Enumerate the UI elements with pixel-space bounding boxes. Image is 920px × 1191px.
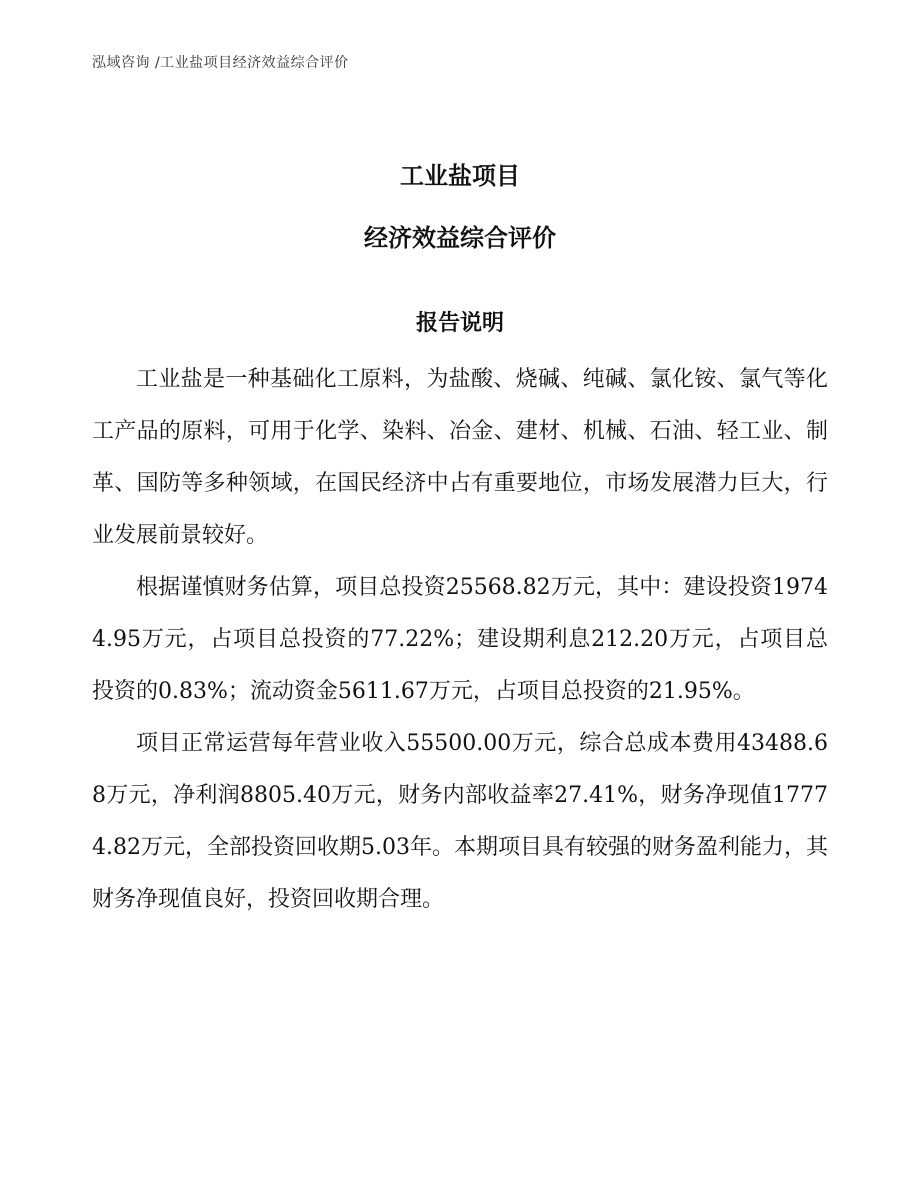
section-heading: 报告说明 (415, 311, 504, 336)
document-title-line-1: 工业盐项目 (400, 162, 520, 190)
document-title-line-2: 经济效益综合评价 (364, 224, 556, 252)
document-body (92, 354, 828, 926)
paragraph-investment: 根据谨慎财务估算，项目总投资25568.82万元，其中：建设投资19744.95万元，占项目总投资的77.22%；建设期利息212.20万元，占项目总投资的0.83%；流动资金5611.67万元，占项目总投资的21.95%。 (92, 575, 828, 704)
paragraph-intro: 工业盐是一种基础化工原料，为盐酸、烧碱、纯碱、氯化铵、氯气等化工产品的原料，可用于化学、染料、冶金、建材、机械、石油、轻工业、制革、国防等多种领域，在国民经济中占有重要地位，市场发展潜力巨大，行业发展前景较好。 (92, 367, 828, 548)
running-header: 泓域咨询 /工业盐项目经济效益综合评价 (92, 55, 349, 71)
paragraph-operations: 项目正常运营每年营业收入55500.00万元，综合总成本费用43488.68万元，净利润8805.40万元，财务内部收益率27.41%，财务净现值17774.82万元，全部投资回收期5.03年。本期项目具有较强的财务盈利能力，其财务净现值良好，投资回收期合理。 (92, 731, 828, 912)
